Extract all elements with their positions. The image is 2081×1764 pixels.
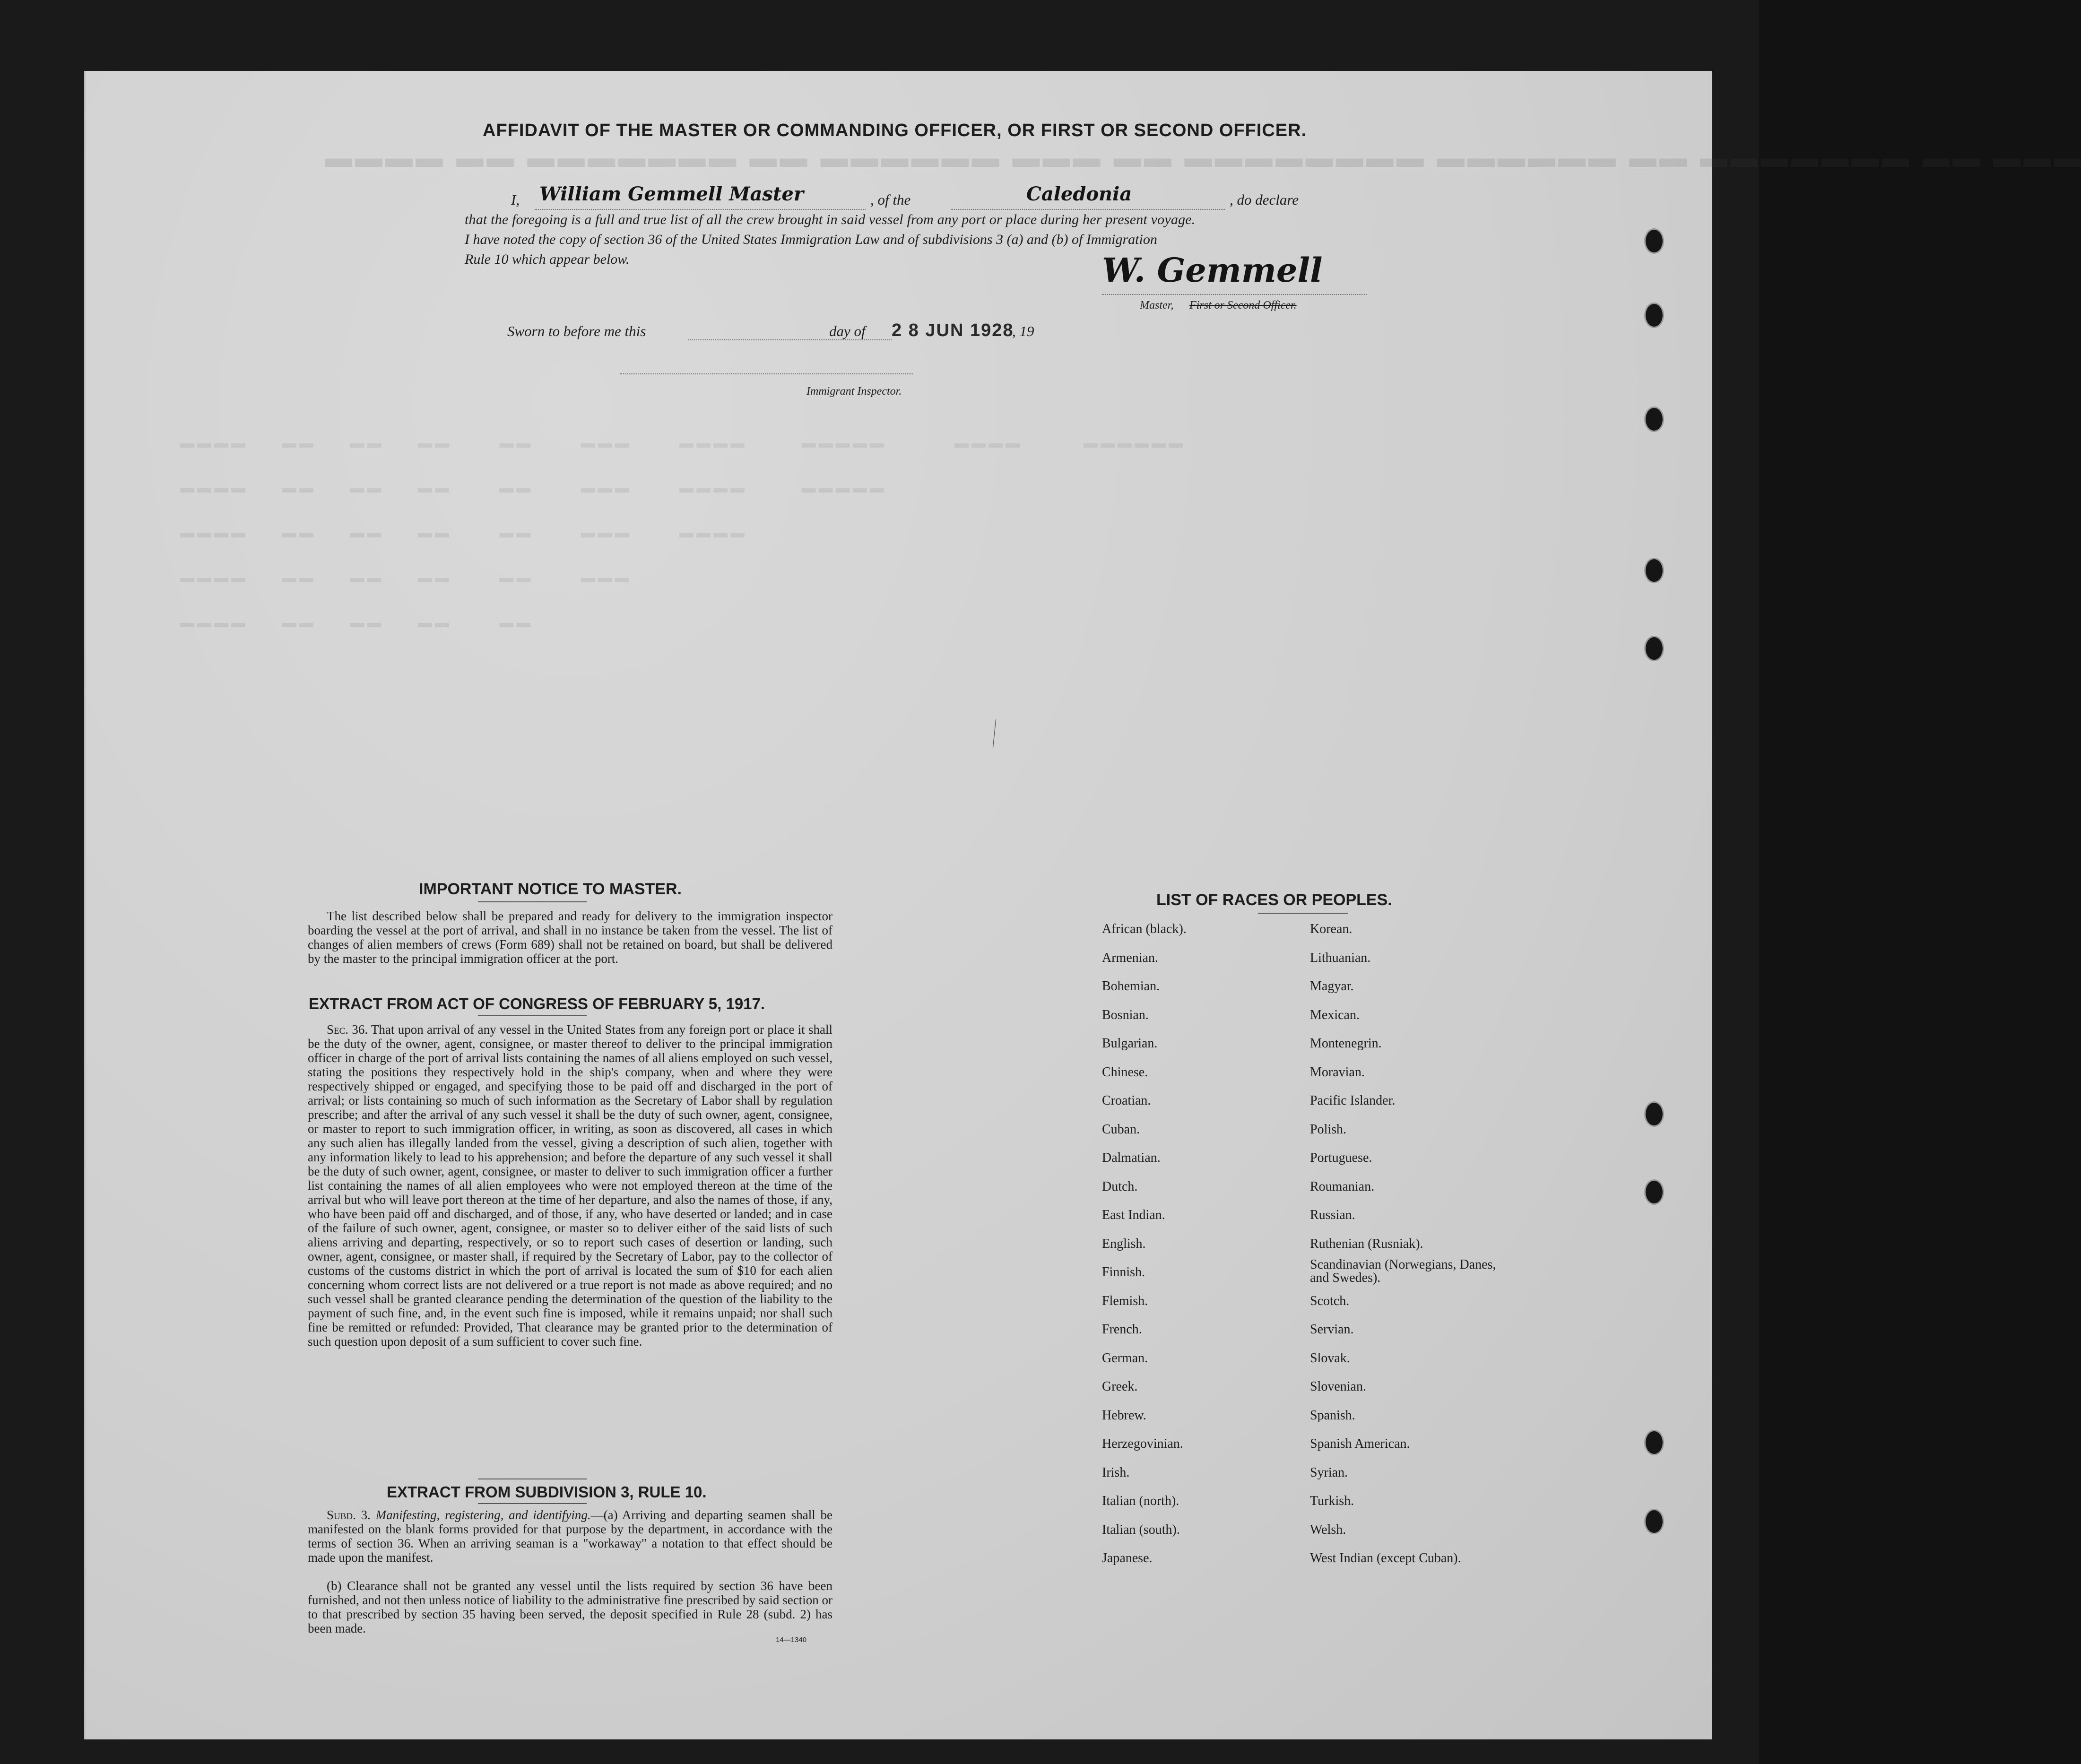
race-item: Italian (north). — [1102, 1494, 1179, 1508]
race-item: Herzegovinian. — [1102, 1436, 1183, 1451]
race-item: Italian (south). — [1102, 1522, 1180, 1537]
signature-caption-master: Master, — [1140, 299, 1174, 311]
extract-act-rule — [478, 1015, 587, 1016]
race-item: Roumanian. — [1310, 1179, 1375, 1194]
sworn-year: , 19 — [1012, 323, 1034, 339]
master-name-handwritten: William Gemmell Master — [539, 183, 804, 205]
subd-heading: Manifesting, registering, and identifying. — [375, 1508, 591, 1522]
race-item: Pacific Islander. — [1310, 1093, 1396, 1108]
race-item: Croatian. — [1102, 1093, 1151, 1108]
race-item: French. — [1102, 1322, 1142, 1337]
race-item: Hebrew. — [1102, 1408, 1146, 1423]
affidavit-line-2: that the foregoing is a full and true list of all the crew brought in said vessel from any port or place during her present voyage. — [465, 212, 1196, 227]
affidavit-prefix: I, — [511, 191, 520, 208]
subdivision-b: (b) Clearance shall not be granted any vessel until the lists required by section 36 have been furnished, and not then unless notice of liability to the administrative fine prescribed by said section or to that prescribed by section 35 having been served, the deposit specified in Rule 28 (subd. 2) has been made. — [308, 1579, 832, 1635]
race-item: Korean. — [1310, 922, 1353, 936]
race-item: Slovak. — [1310, 1350, 1350, 1366]
race-item: Ruthenian (Rusniak). — [1310, 1236, 1423, 1251]
races-title-rule — [1258, 913, 1348, 914]
race-item: Syrian. — [1310, 1465, 1348, 1480]
document-page — [84, 71, 2081, 1739]
punch-hole — [1644, 228, 1664, 254]
race-item: Servian. — [1310, 1322, 1354, 1337]
race-item: Polish. — [1310, 1122, 1347, 1137]
affidavit-line-3: I have noted the copy of section 36 of the United States Immigration Law and of subdivisions 3 (a) and (b) of Immigration — [465, 232, 1157, 247]
master-name-line — [535, 209, 866, 210]
race-item: Armenian. — [1102, 950, 1158, 965]
race-item: Greek. — [1102, 1379, 1138, 1394]
race-item: East Indian. — [1102, 1208, 1165, 1222]
notice-title-rule — [478, 901, 587, 902]
subdivision-a — [308, 1508, 832, 1565]
race-item: West Indian (except Cuban). — [1310, 1551, 1461, 1565]
date-stamp: 2 8 JUN 1928 — [892, 320, 1014, 340]
subd-label: Subd. 3. — [327, 1508, 371, 1522]
race-item: English. — [1102, 1236, 1146, 1251]
race-item: Finnish. — [1102, 1265, 1145, 1280]
punch-hole — [1644, 1509, 1664, 1534]
race-item: Japanese. — [1102, 1551, 1153, 1565]
punch-hole — [1644, 406, 1664, 432]
affidavit-title: AFFIDAVIT OF THE MASTER OR COMMANDING OFFICER, OR FIRST OR SECOND OFFICER. — [483, 121, 1307, 140]
race-item: Bulgarian. — [1102, 1036, 1158, 1051]
race-item: Cuban. — [1102, 1122, 1140, 1137]
bleed-through-heading: ▬▬▬ ▬▬ ▬▬▬▬▬▬▬ ▬▬ ▬▬▬▬▬▬ ▬▬▬▬▬▬▬▬ ▬▬ ▬▬▬ ▬▬▬▬▬▬ ▬▬ ▬▬▬▬▬▬▬ ▬▬ ▬▬▬▬ — [322, 142, 2081, 173]
punch-hole — [1644, 1101, 1664, 1127]
form-number: 14—1340 — [776, 1636, 807, 1644]
race-item: Turkish. — [1310, 1494, 1354, 1508]
signature-caption-struck: First or Second Officer. — [1189, 299, 1297, 311]
punch-hole — [1644, 558, 1664, 583]
race-item: Montenegrin. — [1310, 1036, 1382, 1051]
notice-title: IMPORTANT NOTICE TO MASTER. — [419, 880, 682, 898]
vessel-name-line — [951, 209, 1225, 210]
extract-rule-title: EXTRACT FROM SUBDIVISION 3, RULE 10. — [387, 1483, 707, 1501]
sworn-prefix: Sworn to before me this — [507, 323, 646, 339]
race-item: Lithuanian. — [1310, 950, 1371, 965]
sworn-day-of: day of — [829, 323, 866, 339]
section-36-text: That upon arrival of any vessel in the United States from any foreign port or place it shall be the duty of the owner, agent, consignee, or master thereof to deliver to the principal immigration officer in charge of the port of arrival lists containing the names of all aliens employed on such vessel, stating the positions they respectively hold in the ship's company, when and where they were respectively shipped or engaged, and specifying those to be paid off and discharged in the port of arrival; or lists containing so much of such information as the Secretary of Labor shall by regulation prescribe; and after the arrival of any such vessel it shall be the duty of such owner, agent, consignee, or master to report to such immigration officer, in writing, as soon as discovered, all cases in which any such alien has illegally landed from the vessel, giving a description of such alien, together with any information likely to lead to his apprehension; and before the departure of any such vessel it shall be the duty of such owner, agent, consignee, or master to deliver to such immigration officer a further list containing the names of all alien employees who were not employed thereon at the time of the arrival but who will leave port thereon at the time of her departure, and also the names of those, if any, who have been paid off and discharged, and of those, if any, who have deserted or landed; and in case of the failure of such owner, agent, consignee, or master so to deliver either of the said lists of such aliens arriving and departing, respectively, or so to report such cases of desertion or landing, such owner, agent, consignee, or master shall, if required by the Secretary of Labor, pay to the collector of customs of the customs district in which the port of arrival is located the sum of $10 for each alien concerning whom correct lists are not delivered or a true report is not made as above required; and no such vessel shall be granted clearance pending the determination of the question of the liability to the payment of such fine, and, in the event such fine is imposed, while it remains unpaid; nor shall such fine be remitted or refunded: Provided, That clearance may be granted prior to the determination of such question upon deposit of a sum sufficient to cover such fine. — [308, 1022, 832, 1349]
race-item: Spanish American. — [1310, 1436, 1410, 1451]
signature-line — [1102, 294, 1367, 295]
race-item: Dalmatian. — [1102, 1150, 1161, 1165]
punch-hole — [1644, 636, 1664, 661]
master-signature: W. Gemmell — [1102, 251, 1323, 290]
inspector-line — [620, 373, 913, 374]
bleed-through-rows: ▬▬▬▬ ▬▬ ▬▬ ▬▬ ▬▬ ▬▬▬ ▬▬▬▬ ▬▬▬▬▬ ▬▬▬▬ ▬▬▬▬▬▬ ▬▬▬▬ ▬▬ ▬▬ ▬▬ ▬▬ ▬▬▬ ▬▬▬▬ ▬▬▬▬▬ ▬▬▬▬ ▬▬ ▬▬ ▬▬ ▬▬ ▬▬▬ ▬▬▬▬ ▬▬▬▬ ▬▬ ▬▬ ▬▬ ▬▬ ▬▬▬ ▬▬▬▬ ▬▬ ▬▬ ▬▬ ▬▬ — [180, 435, 1186, 631]
extract-act-body — [308, 1022, 832, 1349]
punch-hole — [1644, 1430, 1664, 1455]
race-item: Mexican. — [1310, 1007, 1360, 1022]
extract-act-title: EXTRACT FROM ACT OF CONGRESS OF FEBRUARY 5, 1917. — [309, 995, 765, 1012]
race-item: Dutch. — [1102, 1179, 1138, 1194]
section-label: Sec. 36. — [327, 1022, 368, 1037]
race-item: African (black). — [1102, 922, 1187, 936]
races-title: LIST OF RACES OR PEOPLES. — [1156, 891, 1392, 909]
race-item: German. — [1102, 1350, 1148, 1366]
race-item: Chinese. — [1102, 1064, 1148, 1080]
pencil-mark: / — [992, 710, 997, 757]
race-item: Irish. — [1102, 1465, 1130, 1480]
affidavit-line-4: Rule 10 which appear below. — [465, 251, 630, 267]
race-item: Magyar. — [1310, 979, 1354, 994]
vessel-name-handwritten: Caledonia — [1026, 183, 1132, 205]
affidavit-of-the: , of the — [870, 191, 911, 208]
race-item: Bosnian. — [1102, 1007, 1149, 1022]
race-item: Russian. — [1310, 1208, 1355, 1222]
race-item: Slovenian. — [1310, 1379, 1366, 1394]
extract-rule-rule — [478, 1503, 587, 1504]
affidavit-do-declare: , do declare — [1230, 191, 1299, 208]
punch-hole — [1644, 1179, 1664, 1205]
race-item: Scandinavian (Norwegians, Danes, and Swedes). — [1310, 1257, 1496, 1285]
inspector-caption: Immigrant Inspector. — [806, 385, 902, 398]
race-item: Bohemian. — [1102, 979, 1160, 994]
notice-body: The list described below shall be prepared and ready for delivery to the immigration inspector boarding the vessel at the port of arrival, and shall in no instance be taken from the vessel. The list of changes of alien members of crews (Form 689) shall not be retained on board, but shall be delivered by the master to the principal immigration officer at the port. — [308, 909, 832, 966]
race-item: Flemish. — [1102, 1293, 1148, 1308]
punch-hole — [1644, 303, 1664, 328]
race-item: Welsh. — [1310, 1522, 1346, 1537]
race-item: Scotch. — [1310, 1293, 1350, 1308]
race-item: Moravian. — [1310, 1064, 1365, 1080]
subd-a-text: —(a) Arriving and departing seamen shall be manifested on the blank forms provided for that purpose by the department, in accordance with the terms of section 36. When an arriving seaman is a "workaway" a notation to that effect should be made upon the manifest. — [308, 1508, 832, 1565]
race-item: Portuguese. — [1310, 1150, 1372, 1165]
race-item: Spanish. — [1310, 1408, 1355, 1423]
